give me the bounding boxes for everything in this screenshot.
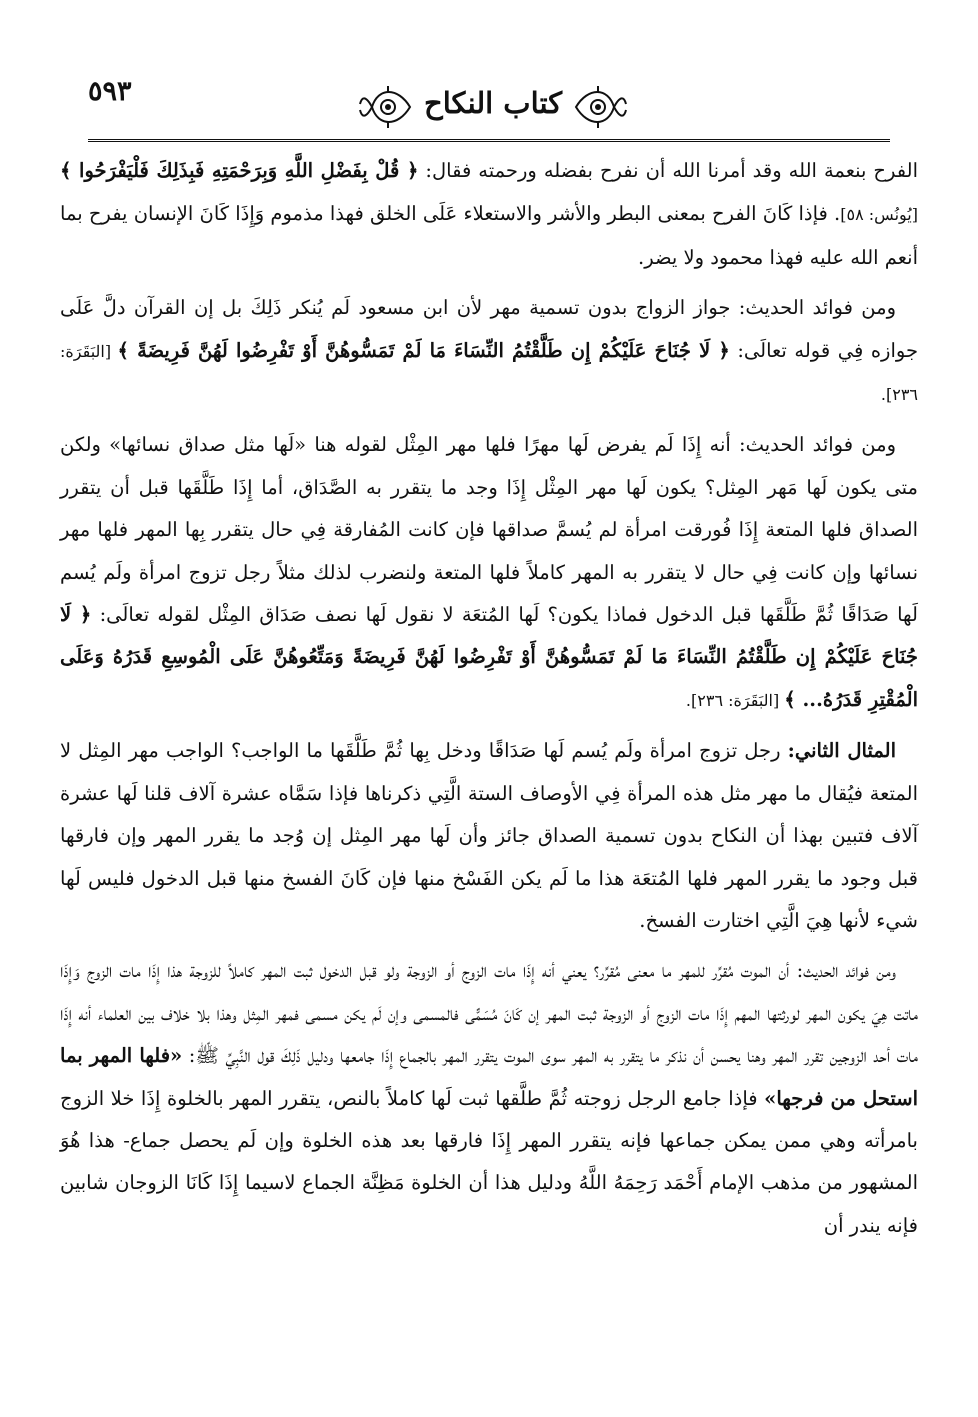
verse-reference: [البَقَرَة: ٢٣٦]. [685, 690, 785, 710]
arabesque-ornament-icon [358, 82, 412, 132]
body-text: . فإذا كَانَ الفرح بمعنى البطر والأشر والاستعلاء عَلَى الخلق فهذا مذموم وَإِذَا كَانَ الإنسان يفرح بما أنعم الله عليه فهذا محمود ولا يضر. [60, 202, 918, 269]
paragraph-p4 [60, 730, 918, 942]
bold-text: «فلها المهر بما استحل من فرجها» [60, 1044, 918, 1110]
body-text: رجل تزوج امرأة ولَم يُسم لَها صَدَاقًا ودخل بِها ثُمَّ طَلَّقَها ما الواجب؟ الواجب مهر المِثل لا المتعة فيُقال ما مهر مثل هذه المرأة فِي الأوصاف الستة الَّتِي ذكرناها فإذا سَمَّاه عشرة آلاف قلنا لَها عشرة آلاف فتبين بهذا أن النكاح بدون تسمية الصداق جائز وأن لَها مهر المِثل إن وُجد ما يقرر المهر وإن فارقها قبل وجود ما يقرر المهر فلها المُتعَة هذا ما لَم يكن الفَسْخ منها فإن كَانَ الفسخ منها قبل الدخول فليس لَها شيء لأنها هِيَ الَّتِي اختارت الفسخ. [60, 739, 918, 932]
verse-reference: [يُونُس: ٥٨] [840, 205, 918, 225]
paragraph-p1 [60, 150, 918, 279]
arabesque-ornament-icon [574, 82, 628, 132]
page-body [60, 150, 918, 1247]
body-text: فإذا جامع الرجل زوجته ثُمَّ طلَّقها ثبت لَها كاملاً بالنص، يتقرر المهر بالخلوة إِذَا خلا الزوج بامرأته وهي ممن يمكن جماعها فإنه يتقرر المهر إِذَا فارقها بعد هذه الخلوة وإن لَم يحصل جماع- هذا هُوَ المشهور من مذهب الإمام أَحْمَد رَحِمَهُ اللَّهُ ودليل هذا أن الخلوة مَظِنَّة الجماع لاسيما إِذَا كَانَا الزوجان شابين فإنه يندر أن [60, 1086, 918, 1237]
page-header [88, 70, 890, 142]
paragraph-p3 [60, 424, 918, 722]
paragraph-p2 [60, 287, 918, 416]
body-text: ومن فوائد الحديث: جواز الزواج بدون تسمية مهر لأن ابن مسعود لَم يُنكر ذَلِكَ بل إن القرآن دلَّ عَلَى جوازه فِي قوله تعالَى: [60, 296, 918, 362]
book-title: كتاب النكاح [423, 86, 563, 120]
verse-reference: [البَقَرَة: ٢٣٦]. [60, 341, 918, 405]
quran-verse: ﴿ قُلْ بِفَضْلِ اللَّهِ وَبِرَحْمَتِهِ فَبِذَلِكَ فَلْيَفْرَحُوا ﴾ [60, 159, 419, 182]
quran-verse: ﴿ لَا جُنَاحَ عَلَيْكُمْ إِن طَلَّقْتُمُ النِّسَاءَ مَا لَمْ تَمَسُّوهُنَّ أَوْ تَفْرِضُوا لَهُنَّ فَرِيضَةً وَمَتِّعُوهُنَّ عَلَى الْمُوسِعِ قَدَرُهُ وَعَلَى الْمُقْتِرِ قَدَرُهُ... ﴾ [60, 603, 918, 711]
paragraph-p5 [60, 950, 918, 1247]
body-text: الفرح بنعمة الله وقد أمرنا الله أن نفرح بفضله ورحمته فقال: [418, 159, 918, 182]
page-number: ٥٩٣ [88, 76, 132, 107]
body-text: ومن فوائد الحديث: أنه إِذَا لَم يفرض لَها مهرًا فلها مهر المِثْل لقوله هنا «لَها مثل صداق نسائها» ولكن متى يكون لَها مَهر المِثل؟ يكون لَها مهر المِثْل إِذَا وجد ما يتقرر به الصَّدَاق، أما إِذَا طَلَّقَها قبل أن يتقرر الصداق فلها المتعة إِذَا فُورقت امرأة لم يُسمَّ صداقها فإن كانت المُفارقة فِي حال يتقرر بِها المهر فلها مهر نسائها وإن كانت فِي حال لا يتقرر به المهر كاملاً فلها المتعة ولنضرب لذلك مثلاً رجل تزوج امرأة ولَم يُسم لَها صَدَاقًا ثُمَّ طَلَّقَها قبل الدخول فماذا يكون؟ لَها المُتعَة لا نقول لَها نصف صَدَاق المِثْل لقوله تعالَى: [60, 433, 918, 627]
quran-verse: ﴿ لَا جُنَاحَ عَلَيْكُمْ إِن طَلَّقْتُمُ النِّسَاءَ مَا لَمْ تَمَسُّوهُنَّ أَوْ تَفْرِضُوا لَهُنَّ فَرِيضَةً ﴾ [117, 338, 730, 362]
body-text: ومن فوائد الحديث: أن الموت مُقرِّر للمهر ما معنى مُقرِّر؟ يعني أنه إِذَا مات الزوج أو الزوجة ولو قبل الدخول ثبت المهر كاملاً للزوجة هذا إِذَا مات الزوج وَإِذَا ماتت هِيَ يكون المهر لورثتها المهم إِذَا مات الزوج أو الزوجة ثبت المهر إن كَانَ مُسَمًّى فالمسمى وإن لَم يكن مسمى فمهر المِثل وهذا بلا خلاف بين العلماء أنه إِذَا مات أحد الزوجين تقرر المهر وهنا يحسن أن نذكر ما يتقرر به المهر سوى الموت يتقرر المهر بالجماع إِذَا جامعها ودليل ذَلِكَ قول النَّبِيِّ ﷺ: [60, 959, 918, 1068]
header-rule [88, 139, 890, 142]
bold-text: المثال الثاني: [787, 739, 896, 763]
title-cartouche [358, 70, 628, 140]
